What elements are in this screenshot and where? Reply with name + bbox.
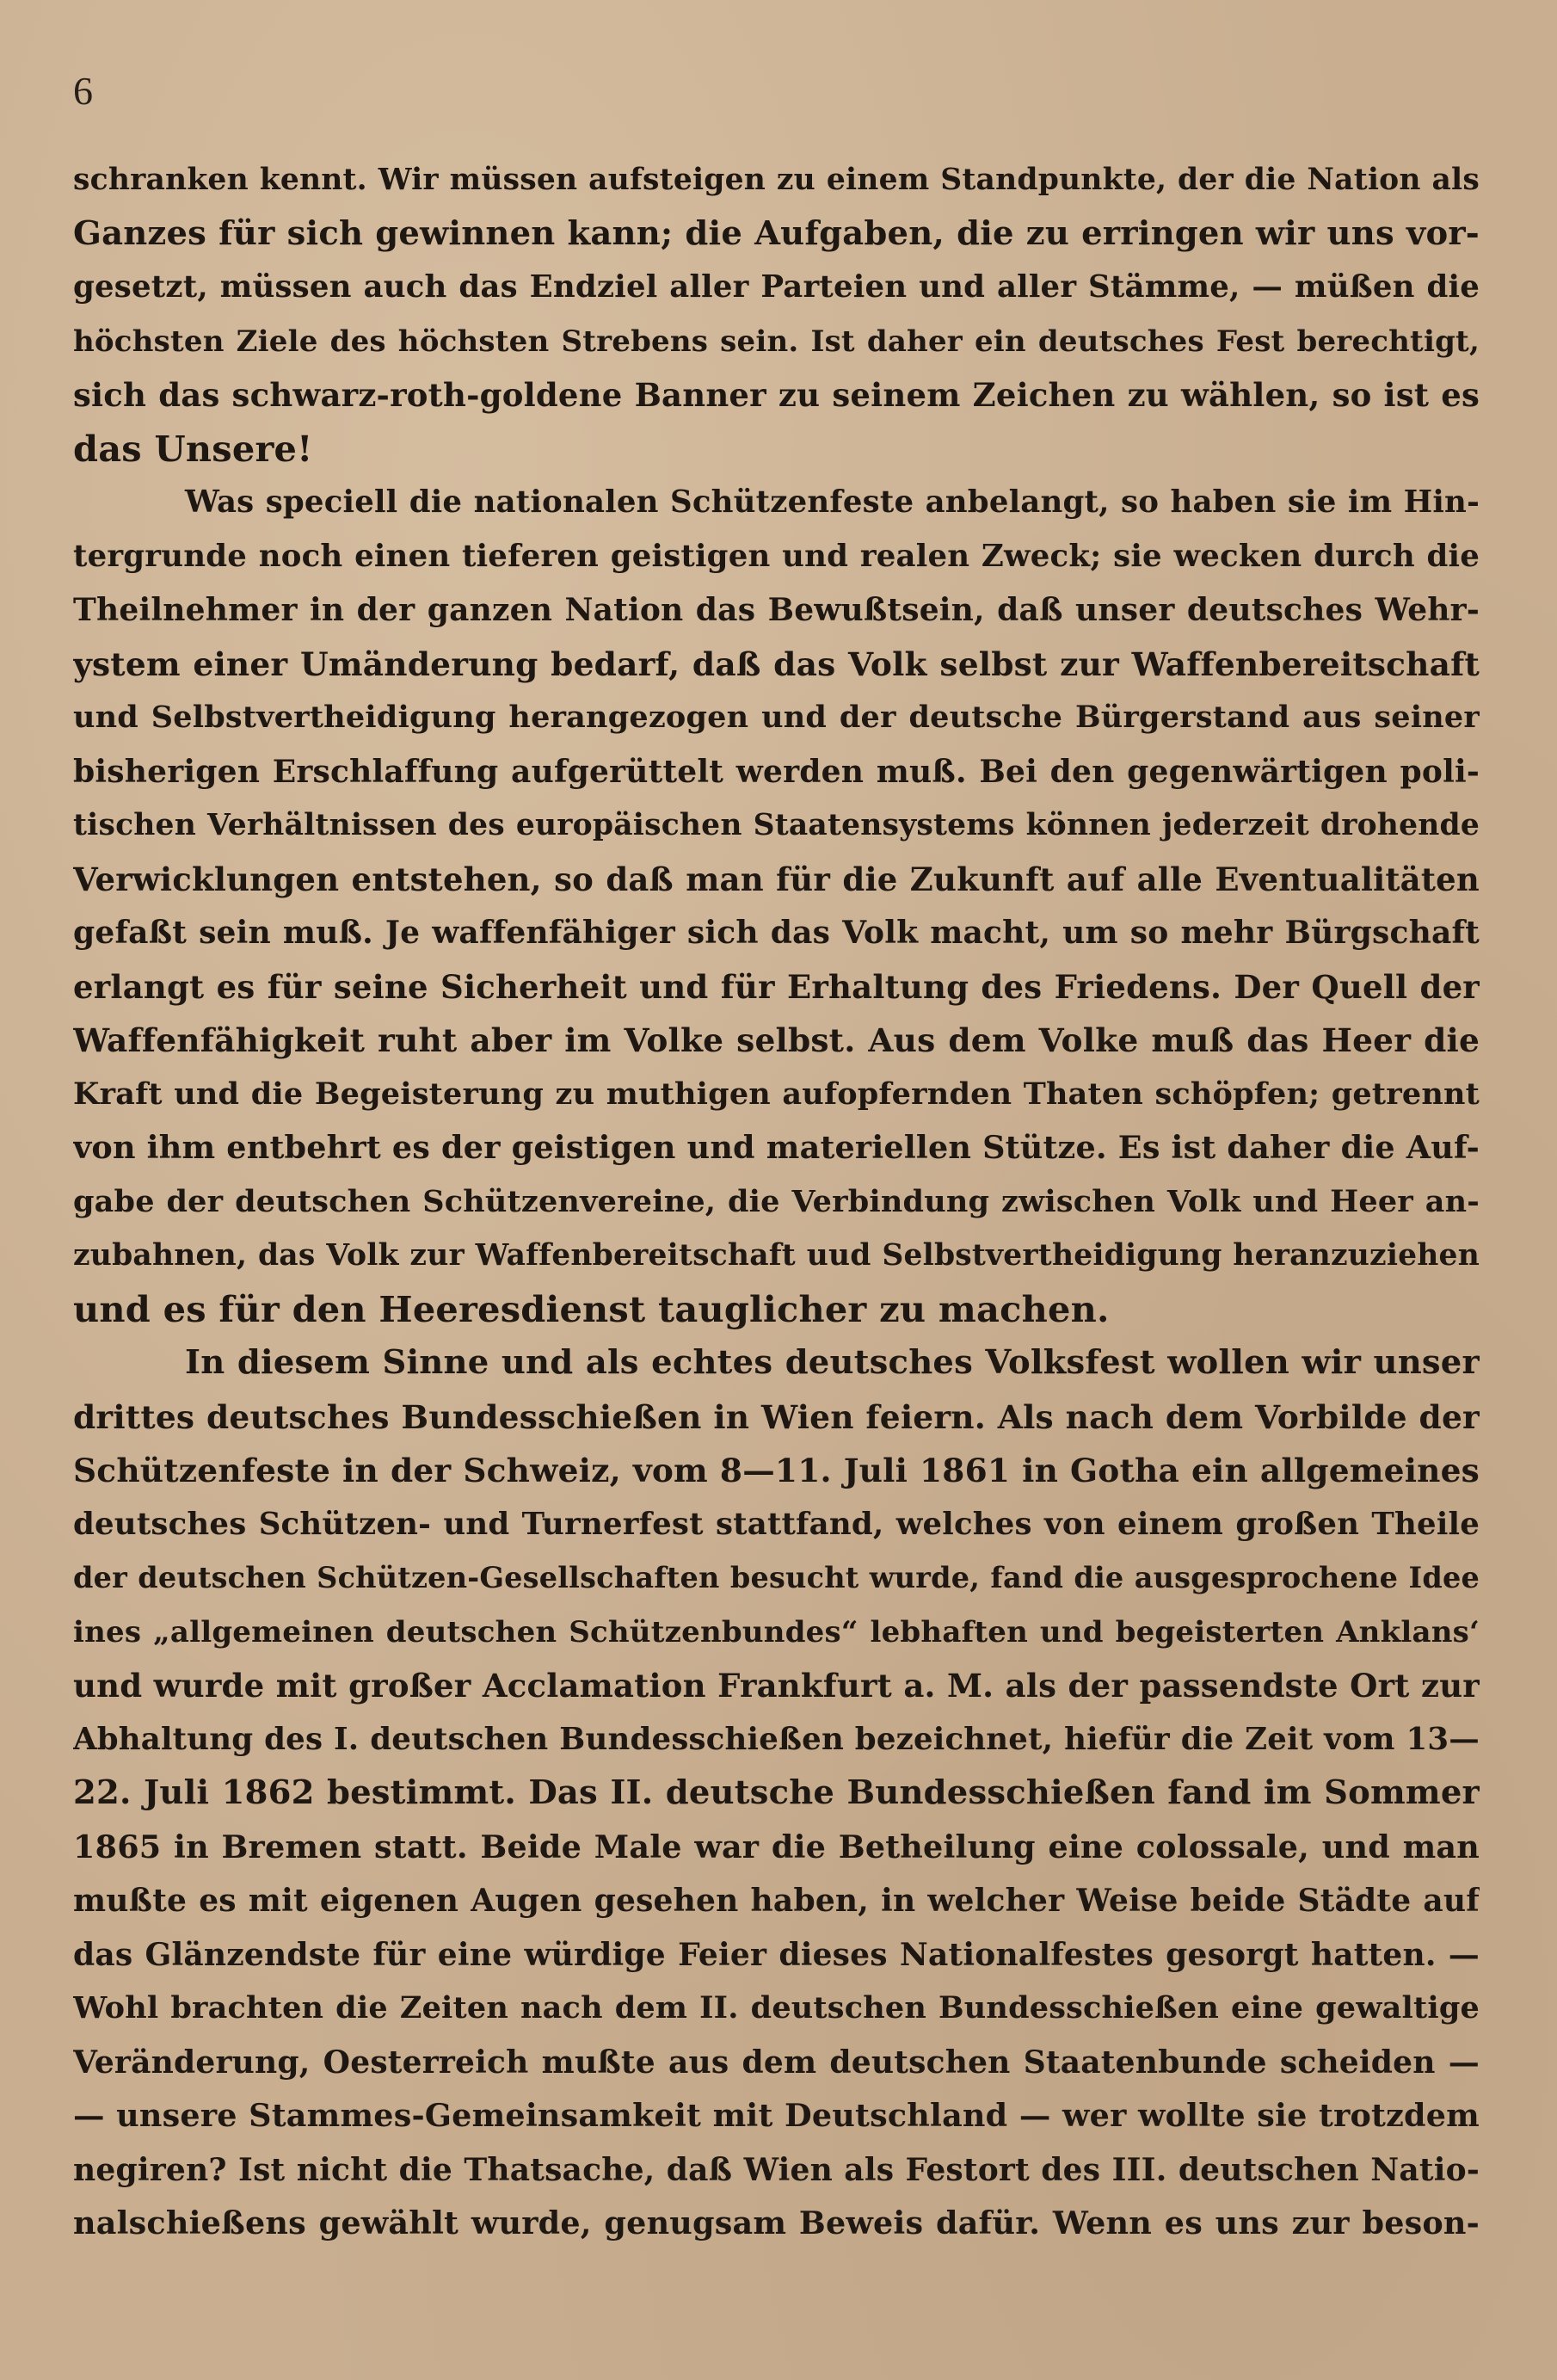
text-line: Schützenfeste in der Schweiz, vom 8—11. Juli 1861 in Gotha ein allgemeines: [73, 1452, 1480, 1489]
text-line: Abhaltung des I. deutschen Bundesschießen bezeichnet, hiefür die Zeit vom 13—: [73, 1721, 1480, 1757]
text-line: mußte es mit eigenen Augen gesehen haben, in welcher Weise beide Städte auf: [73, 1883, 1480, 1919]
text-line: deutsches Schützen- und Turnerfest stattfand, welches von einem großen Theile: [73, 1506, 1480, 1542]
text-line: gabe der deutschen Schützenvereine, die Verbindung zwischen Volk und Heer an-: [73, 1183, 1480, 1219]
text-line: gefaßt sein muß. Je waffenfähiger sich das Volk macht, um so mehr Bürgschaft: [73, 915, 1480, 951]
text-line: 1865 in Bremen statt. Beide Male war die Betheilung eine colossale, und man: [73, 1828, 1480, 1865]
text-line: Was speciell die nationalen Schützenfeste anbelangt, so haben sie im Hin-: [185, 484, 1480, 520]
text-line: bisherigen Erschlaffung aufgerüttelt werden muß. Bei den gegenwärtigen poli-: [73, 753, 1480, 790]
text-line: Wohl brachten die Zeiten nach dem II. deutschen Bundesschießen eine gewaltige: [73, 1990, 1480, 2025]
text-line: ines „allgemeinen deutschen Schützenbundes“ lebhaften und begeisterten Anklans‘: [73, 1614, 1480, 1649]
text-line: Verwicklungen entstehen, so daß man für die Zukunft auf alle Eventualitäten: [73, 860, 1480, 898]
text-line: tischen Verhältnissen des europäischen Staatensystems können jederzeit drohende: [73, 808, 1480, 842]
text-line: schranken kennt. Wir müssen aufsteigen zu einem Standpunkte, der die Nation als: [73, 163, 1480, 197]
text-line: Kraft und die Begeisterung zu muthigen aufopfernden Thaten schöpfen; getrennt: [73, 1076, 1480, 1112]
text-line: nalschießens gewählt wurde, genugsam Beweis dafür. Wenn es uns zur beson-: [73, 2204, 1480, 2241]
text-line: zubahnen, das Volk zur Waffenbereitschaft uud Selbstvertheidigung heranzuziehen: [73, 1238, 1480, 1273]
text-line: 22. Juli 1862 bestimmt. Das II. deutsche Bundesschießen fand im Sommer: [73, 1773, 1480, 1812]
text-line: gesetzt, müssen auch das Endziel aller Parteien und aller Stämme, — müßen die: [73, 269, 1480, 305]
text-line: und Selbstvertheidigung herangezogen und der deutsche Bürgerstand aus seiner: [73, 700, 1480, 735]
text-line: sich das schwarz-roth-goldene Banner zu seinem Zeichen zu wählen, so ist es: [73, 376, 1480, 414]
text-line: das Unsere!: [73, 427, 313, 470]
text-line: und wurde mit großer Acclamation Frankfurt a. M. als der passendste Ort zur: [73, 1667, 1480, 1705]
text-line: tergrunde noch einen tieferen geistigen und realen Zweck; sie wecken durch die: [73, 538, 1480, 574]
text-line: Theilnehmer in der ganzen Nation das Bewußtsein, daß unser deutsches Wehr-: [73, 592, 1480, 628]
text-line: Ganzes für sich gewinnen kann; die Aufgaben, die zu erringen wir uns vor-: [73, 213, 1480, 253]
text-line: der deutschen Schützen-Gesellschaften besucht wurde, fand die ausgesprochene Idee: [73, 1561, 1480, 1594]
text-line: ystem einer Umänderung bedarf, daß das Volk selbst zur Waffenbereitschaft: [73, 644, 1480, 683]
text-line: In diesem Sinne und als echtes deutsches Volksfest wollen wir unser: [185, 1343, 1480, 1382]
text-line: — unsere Stammes-Gemeinsamkeit mit Deutschland — wer wollte sie trotzdem: [73, 2097, 1480, 2134]
page-number: 6: [73, 69, 93, 113]
text-line: das Glänzendste für eine würdige Feier dieses Nationalfestes gesorgt hatten. —: [73, 1936, 1480, 1973]
text-line: und es für den Heeresdienst tauglicher zu machen.: [73, 1287, 1110, 1330]
text-line: erlangt es für seine Sicherheit und für Erhaltung des Friedens. Der Quell der: [73, 967, 1480, 1006]
text-line: drittes deutsches Bundesschießen in Wien feiern. Als nach dem Vorbilde der: [73, 1397, 1480, 1436]
text-line: von ihm entbehrt es der geistigen und materiellen Stütze. Es ist daher die Auf-: [73, 1129, 1480, 1166]
text-line: höchsten Ziele des höchsten Strebens sein. Ist daher ein deutsches Fest berechtigt,: [73, 324, 1480, 359]
text-line: negiren? Ist nicht die Thatsache, daß Wien als Festort des III. deutschen Natio-: [73, 2151, 1480, 2188]
body-text: [73, 153, 1480, 2251]
text-line: Veränderung, Oesterreich mußte aus dem deutschen Staatenbunde scheiden —: [73, 2044, 1480, 2081]
text-line: Waffenfähigkeit ruht aber im Volke selbst. Aus dem Volke muß das Heer die: [73, 1021, 1480, 1059]
